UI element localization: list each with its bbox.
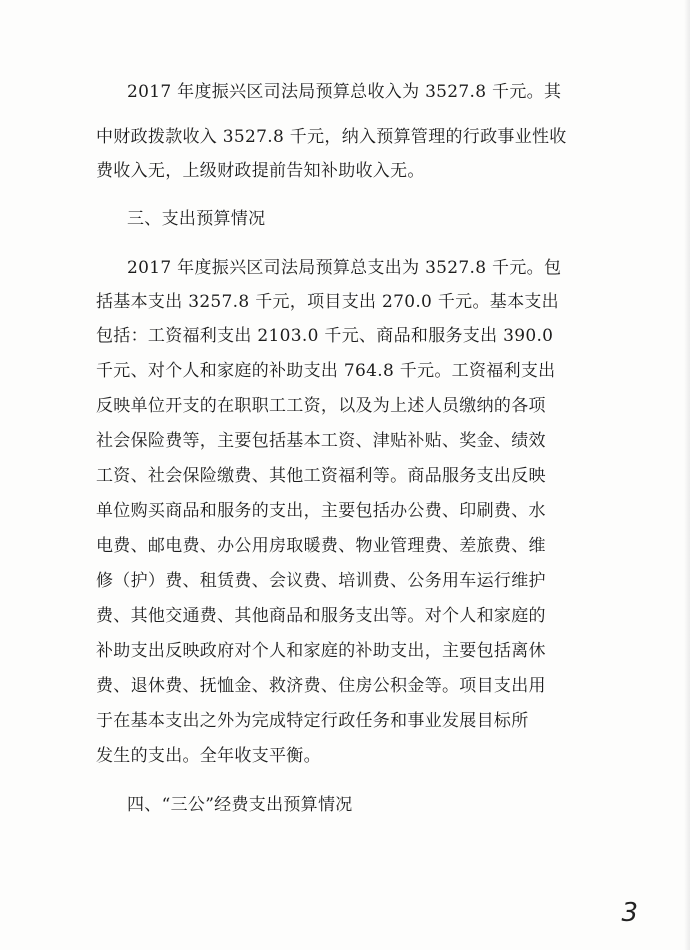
- paragraph-2-line-11: 费、其他交通费、其他商品和服务支出等。对个人和家庭的: [96, 606, 546, 626]
- paragraph-2-line-1: 2017 年度振兴区司法局预算总支出为 3527.8 千元。包: [127, 258, 562, 278]
- paragraph-2-line-6: 社会保险费等，主要包括基本工资、津贴补贴、奖金、绩效: [96, 431, 546, 451]
- paragraph-2-line-7: 工资、社会保险缴费、其他工资福利等。商品服务支出反映: [96, 466, 546, 486]
- paragraph-2-line-14: 于在基本支出之外为完成特定行政任务和事业发展目标所: [96, 711, 529, 731]
- paragraph-2-line-12: 补助支出反映政府对个人和家庭的补助支出，主要包括离休: [96, 641, 546, 661]
- paragraph-2-line-13: 费、退休费、抚恤金、救济费、住房公积金等。项目支出用: [96, 676, 546, 696]
- scan-edge-shadow: [684, 0, 690, 950]
- paragraph-2-line-3: 包括：工资福利支出 2103.0 千元、商品和服务支出 390.0: [96, 326, 554, 346]
- paragraph-1-line-1: 2017 年度振兴区司法局预算总收入为 3527.8 千元。其: [127, 82, 562, 102]
- paragraph-2-line-5: 反映单位开支的在职职工工资，以及为上述人员缴纳的各项: [96, 396, 546, 416]
- section-heading-expenditure: 三、支出预算情况: [127, 209, 266, 229]
- paragraph-2-line-10: 修（护）费、租赁费、会议费、培训费、公务用车运行维护: [96, 571, 546, 591]
- paragraph-2-line-4: 千元、对个人和家庭的补助支出 764.8 千元。工资福利支出: [96, 361, 556, 381]
- section-heading-three-public-expenses: 四、“三公”经费支出预算情况: [127, 795, 353, 815]
- paragraph-1-line-3: 费收入无，上级财政提前告知补助收入无。: [96, 161, 425, 181]
- paragraph-1-line-2: 中财政拨款收入 3527.8 千元，纳入预算管理的行政事业性收: [96, 127, 567, 147]
- page-number: 3: [621, 898, 638, 928]
- paragraph-2-line-15: 发生的支出。全年收支平衡。: [96, 746, 321, 766]
- paragraph-2-line-9: 电费、邮电费、办公用房取暖费、物业管理费、差旅费、维: [96, 536, 546, 556]
- paragraph-2-line-2: 括基本支出 3257.8 千元，项目支出 270.0 千元。基本支出: [96, 292, 559, 312]
- paragraph-2-line-8: 单位购买商品和服务的支出，主要包括办公费、印刷费、水: [96, 501, 546, 521]
